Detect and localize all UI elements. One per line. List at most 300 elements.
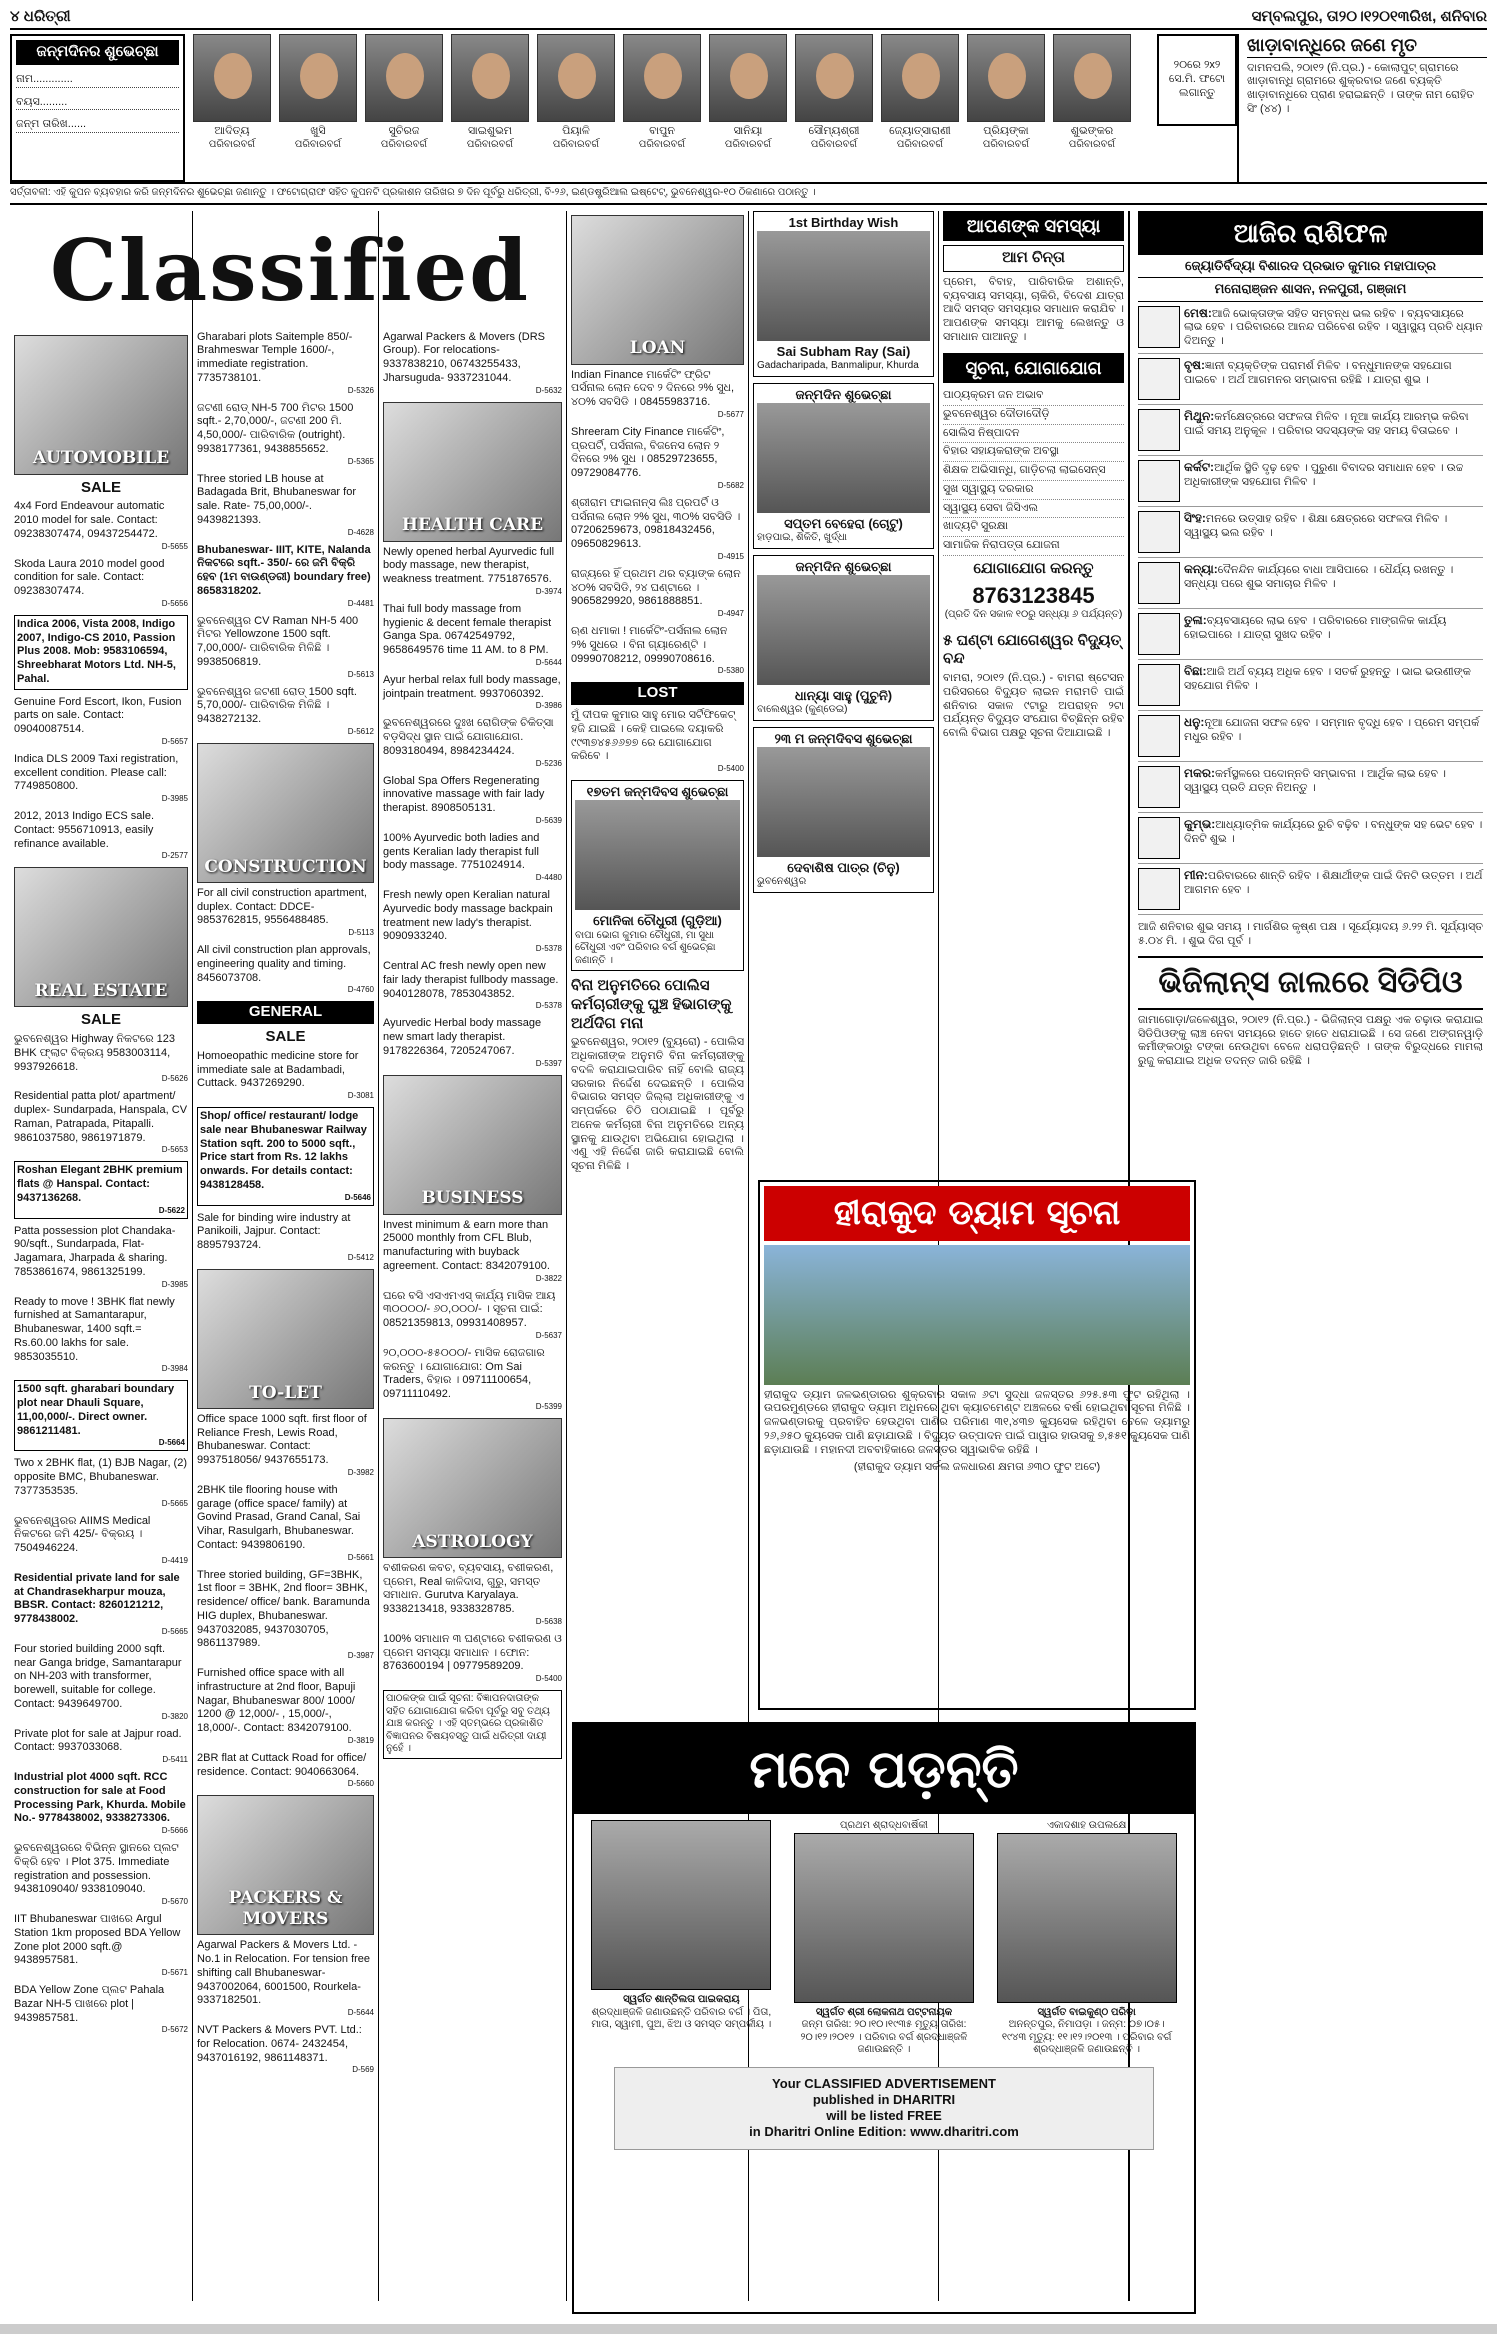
card-badge: 1st Birthday Wish	[788, 214, 899, 230]
sign-name: ମିଥୁନ:	[1184, 408, 1215, 423]
classified-ad	[197, 1212, 374, 1263]
kid-photo	[1053, 34, 1131, 122]
ad-code: D-3822	[535, 1273, 562, 1283]
classified-ad	[14, 1842, 188, 1907]
kid-photo	[967, 34, 1045, 122]
automobile-sale-heading: SALE	[80, 478, 121, 496]
photo-placeholder: ୨୦ରେ ୨x୨ ସେ.ମି. ଫଟୋ ଲଗାନ୍ତୁ	[1157, 34, 1237, 126]
ad-code: D-3820	[161, 1711, 188, 1721]
kid-photo	[537, 34, 615, 122]
problem-panel-text: ପ୍ରେମ, ବିବାହ, ପାରିବାରିକ ଅଶାନ୍ତି, ବ୍ୟବସାୟ ସମସ୍ୟା, ଚାକିରି, ବିଦେଶ ଯାତ୍ରା ଆଦି ସମସ୍ତ ସମସ୍ୟାର ସମାଧାନ କରାଯିବ । ଆପଣଙ୍କ ସମସ୍ୟା ଆମକୁ ଲେଖନ୍ତୁ ଓ ସମାଧାନ ପାଆନ୍ତୁ ।	[943, 275, 1124, 343]
zodiac-icon	[1138, 715, 1180, 757]
sign-name: ବୃଷ:	[1184, 357, 1206, 372]
running-head	[10, 6, 1487, 30]
ad-code: D-4419	[161, 1555, 188, 1565]
birthday-card-saptam	[753, 383, 934, 549]
ad-code: D-5646	[344, 1192, 371, 1202]
info-list-item: ଖାଦ୍ୟଟି ସୁରକ୍ଷା	[943, 518, 1124, 537]
classified-ad	[571, 625, 744, 676]
ad-code: D-5632	[535, 385, 562, 395]
ad-code: D-2577	[161, 851, 188, 861]
classified-ad	[197, 1107, 374, 1206]
ad-text: ଭୁବନେଶ୍ୱର Highway ନିକଟରେ 123 BHK ଫ୍ଲାଟ ବିକ୍ରୟ 9583003114, 9937926618.	[14, 1033, 175, 1073]
sign-name: କୁମ୍ଭ:	[1184, 816, 1216, 831]
promo-line-2: published in DHARITRI	[812, 2091, 956, 2107]
sign-name: ମୀନ:	[1184, 867, 1208, 882]
classified-ad	[197, 615, 374, 680]
ad-text: Residential patta plot/ apartment/ duplex- Sundarpada, Hanspala, CV Raman, Patrapada, Pitapalli. 9861037580, 9861971879.	[14, 1090, 188, 1144]
obituary-banner: ମନେ ପଡ଼ନ୍ତି	[574, 1724, 1194, 1814]
power-news-text: ବାମରା, ୨୦ା୧୨ (ନି.ପ୍ର.) - ବାମରା ଷ୍ଟେସନ ପରିସରରେ ବିଦ୍ୟୁତ ଲାଇନ ମରାମତି ପାଇଁ ଶନିବାର ସକାଳ ୯ଟାରୁ ଅପରାହ୍ନ ୨ଟା ପର୍ଯ୍ୟନ୍ତ ବିଦ୍ୟୁତ ସଂଯୋଗ ବିଚ୍ଛିନ୍ନ ରହିବ ବୋଲି ବିଭାଗ ପକ୍ଷରୁ ସୂଚନା ଦିଆଯାଇଛି ।	[943, 672, 1124, 739]
birthday-kid	[1051, 34, 1133, 182]
ad-code: D-5412	[347, 1252, 374, 1262]
sign-text: ବ୍ୟବସାୟରେ ଲାଭ ହେବ । ପରିବାରରେ ମାଙ୍ଗଳିକ କାର୍ଯ୍ୟ ହୋଇପାରେ । ଯାତ୍ରା ସୁଖଦ ରହିବ ।	[1184, 614, 1447, 641]
horoscope-sign	[1138, 864, 1483, 915]
dam-photo	[764, 1245, 1190, 1385]
ad-code: D-5378	[535, 944, 562, 953]
ad-text: Indica DLS 2009 Taxi registration, excellent condition. Please call: 7749850800.	[14, 752, 179, 793]
ad-code: D-5637	[535, 1330, 562, 1340]
classified-ad	[383, 960, 562, 1011]
to-let-ads	[197, 1413, 374, 1790]
classified-ad	[14, 1572, 188, 1637]
sign-body	[1184, 664, 1483, 706]
ad-text: For all civil construction apartment, duplex. Contact: DDCE- 9853762815, 9556488485.	[197, 886, 367, 927]
horoscope-sign	[1138, 558, 1483, 609]
zodiac-icon	[1138, 664, 1180, 706]
ad-text: Two x 2BHK flat, (1) BJB Nagar, (2) opposite BMC, Bhubaneswar. 7377353535.	[14, 1457, 188, 1497]
horoscope-sign	[1138, 456, 1483, 507]
sign-name: କନ୍ୟା:	[1184, 561, 1218, 576]
ad-text: 4x4 Ford Endeavour automatic 2010 model for sale. Contact: 09238307474, 09437254472.	[14, 500, 165, 540]
horoscope-sign	[1138, 813, 1483, 864]
ad-code: D-3081	[347, 1091, 374, 1100]
classified-ad	[383, 331, 562, 396]
ad-text: Office space 1000 sqft. first floor of Reliance Fresh, Lewis Road, Bhubaneswar. Contact: 9937518056/ 9437655173.	[197, 1412, 367, 1466]
person-photo	[591, 1820, 771, 1990]
kid-name: ସୌମ୍ୟଶ୍ରୀ	[808, 125, 860, 137]
ad-text: Three storied LB house at Badagada Brit, Bhubaneswar for sale. Rate- 75,00,000/-. 9439821393.	[197, 472, 356, 526]
column-1	[10, 211, 192, 2301]
ad-text: ଭୁବନେଶ୍ୱରର AIIMS Medical ନିକଟରେ ଜମି 425/- ବିକ୍ରୟ । 7504946224.	[14, 1514, 151, 1554]
birthday-kid	[707, 34, 789, 182]
sign-name: ଧନୁ:	[1184, 714, 1205, 729]
lost-ads	[571, 709, 744, 774]
ad-text: Newly opened herbal Ayurvedic full body massage, new therapist, weakness treatment. 7751876576.	[383, 545, 555, 585]
ad-text: Ayur herbal relax full body massage, jointpain treatment. 9937060392.	[383, 673, 561, 700]
ad-code: D-4947	[717, 609, 744, 618]
classified-ad	[383, 1219, 562, 1284]
ad-text: ଭୁବନେଶ୍ୱରରେ ଦୁଃଖ ରୋଗିଙ୍କ ଚିକିତ୍ସା ବଡ଼ସିଦ୍ଧ ସ୍ଥାନ ପାଇଁ ଯୋଗାଯୋଗ. 8093180494, 8984234424.	[383, 717, 554, 757]
ad-code: D-3982	[347, 1467, 374, 1477]
classified-ad	[197, 1752, 374, 1790]
info-list-item: ଶିକ୍ଷକ ଅଭିସାନ୍ଧି, ଗାଡ଼ିଚଲା ଲାଇସେନ୍ସ	[943, 462, 1124, 481]
promo-line-1: Your CLASSIFIED ADVERTISEMENT	[772, 2075, 996, 2091]
card-photo	[757, 403, 930, 513]
ad-text: Residential private land for sale at Chandrasekharpur mouza, BBSR. Contact: 8260121212, 9778438002.	[14, 1571, 180, 1625]
sign-text: ଆଜି ଅର୍ଥ ବ୍ୟୟ ଅଧିକ ହେବ । ସତର୍କ ରୁହନ୍ତୁ । ଭାଇ ଭଉଣୀଙ୍କ ସହଯୋଗ ମିଳିବ ।	[1184, 665, 1471, 692]
sign-body	[1184, 562, 1483, 604]
kid-name: ସାନିୟା	[733, 125, 763, 137]
ad-code: D-5399	[535, 1401, 562, 1411]
horoscope-sign	[1138, 405, 1483, 456]
ad-code: D-5365	[347, 456, 374, 466]
person-text: ଶ୍ରଦ୍ଧାଞ୍ଜଳି ଜଣାଉଛନ୍ତି ପରିବାର ବର୍ଗ । ପିତା, ମାତା, ସ୍ୱାମୀ, ପୁଅ, ଝିଅ ଓ ସମସ୍ତ ସମ୍ପର୍କୀୟ ।	[591, 2006, 772, 2030]
promo-line-4[interactable]: in Dharitri Online Edition: www.dharitri.com	[749, 2124, 1019, 2140]
kid-name: ପିୟାଳି	[562, 125, 590, 137]
card-title: ଜନ୍ମଦିନ ଶୁଭେଚ୍ଛା	[795, 558, 892, 574]
ad-code: D-4915	[717, 551, 744, 561]
ad-code: D-5380	[717, 666, 744, 676]
ad-code: D-3986	[535, 701, 562, 711]
kid-family: ପରିବାରବର୍ଗ	[1068, 138, 1116, 150]
zodiac-icon	[1138, 562, 1180, 604]
page-bottom-bar	[0, 2324, 1497, 2334]
ad-text: ବଶୀକରଣ କବଚ, ବ୍ୟବସାୟ, ବଶୀକରଣ, ପ୍ରେମ, Real କାଳିଦାସ, ଗୁରୁ, ସମସ୍ତ ସମାଧାନ. Gurutva Karyalaya. 9338213418, 9338328785.	[383, 1561, 554, 1615]
horoscope-sign	[1138, 762, 1483, 813]
power-news-headline: ୫ ଘଣ୍ଟା ଯୋଗେଶ୍ୱର ବିଦ୍ୟୁତ୍ ବନ୍ଦ	[943, 631, 1122, 668]
classified-ad	[14, 1090, 188, 1155]
kid-photo	[795, 34, 873, 122]
ad-text: BDA Yellow Zone ପ୍ଲଟ Pahala Bazar NH-5 ପାଖରେ plot | 9439857581.	[14, 1984, 165, 2024]
ad-text: IIT Bhubaneswar ପାଖରେ Argul Station 1km proposed BDA Yellow Zone plot 2000 sqft.@ 9438957581.	[14, 1913, 181, 1967]
zodiac-icon	[1138, 306, 1180, 348]
sign-text: ଦୈନନ୍ଦିନ କାର୍ଯ୍ୟରେ ବାଧା ଆସିପାରେ । ଧୈର୍ଯ୍ୟ ରଖନ୍ତୁ । ସନ୍ଧ୍ୟା ପରେ ଶୁଭ ସମାଚାର ମିଳିବ ।	[1184, 563, 1454, 590]
ad-text: Genuine Ford Escort, Ikon, Fusion parts on sale. Contact: 09040087514.	[14, 695, 182, 735]
vigilance-text: ଜାମାଗୋଡ଼ା/ଜଳେଶ୍ୱର, ୨୦ା୧୨ (ନି.ପ୍ର.) - ଭିଜିଲାନ୍ସ ପକ୍ଷରୁ ଏକ ଚଢ଼ାଉ କରାଯାଇ ସିଡିପିଓଙ୍କୁ ଲାଞ୍ଚ ନେବା ସମୟରେ ହାତେ ହାତେ ଧରାଯାଇଛି । ସେ ଜଣେ ଅଙ୍ଗନୱାଡ଼ି କର୍ମୀଙ୍କଠାରୁ ଟଙ୍କା ନେଉଥିବା ବେଳେ ଧରାପଡ଼ିଛନ୍ତି । ତାଙ୍କ ବିରୁଦ୍ଧରେ ମାମଲା ରୁଜୁ କରାଯାଇ ଅଧିକ ତଦନ୍ତ ଜାରି ରହିଛି ।	[1138, 1013, 1483, 1067]
ad-text: 2BR flat at Cuttack Road for office/ residence. Contact: 9040663064.	[197, 1751, 367, 1778]
info-list-item: ସୁଖ ସ୍ୱାସ୍ଥ୍ୟ ଦରକାର	[943, 481, 1124, 500]
ad-text: Skoda Laura 2010 model good condition for sale. Contact: 09238307474.	[14, 557, 165, 597]
classified-ad	[14, 1515, 188, 1566]
general-sale-heading: SALE	[265, 1028, 306, 1045]
real-estate-sale-heading: SALE	[80, 1011, 121, 1029]
ad-text: Shop/ office/ restaurant/ lodge sale near Bhubaneswar Railway Station sqft. 200 to 5000 sqft., Price start from Rs. 12 lakhs onwards. For details contact: 9438128458.	[200, 1110, 367, 1191]
person-text: ଅନନ୍ତପୁର, ନିମାପଡ଼ା । ଜନ୍ମ: ୦୭।୦୫।୧୯୪୩ ମୃତ୍ୟୁ: ୧୧।୧୨।୨୦୧୩ । ପରିବାର ବର୍ଗ ଶ୍ରଦ୍ଧାଞ୍ଜଳି ଜଣାଉଛନ୍ତି ।	[1001, 2019, 1172, 2055]
ad-code: D-5113	[348, 928, 374, 937]
sign-body	[1184, 460, 1483, 502]
sign-body	[1184, 715, 1483, 757]
classified-ad	[383, 1017, 562, 1068]
kid-photo	[279, 34, 357, 122]
kid-photo	[623, 34, 701, 122]
kid-family: ପରିବାରବର୍ଗ	[208, 138, 256, 150]
general-ads	[197, 1050, 374, 1263]
birthday-kid	[965, 34, 1047, 182]
contact-label: ଯୋଗାଯୋଗ କରନ୍ତୁ	[973, 559, 1094, 577]
automobile-image: AUTOMOBILE	[14, 335, 188, 475]
ad-text: ମୁଁ ଦୀପକ କୁମାର ସାହୁ ମୋର ସର୍ଟିଫିକେଟ୍ ହଜି ଯାଇଛି । କେହି ପାଇଲେ ଦୟାକରି ୯୯୩୭୪୫୬୬୭୭ ରେ ଯୋଗାଯୋଗ କରିବେ ।	[571, 709, 736, 763]
classified-ad	[14, 558, 188, 609]
ad-text: Homoeopathic medicine store for immediate sale at Badambadi, Cuttack. 9437269290.	[197, 1049, 359, 1090]
horoscope-sign	[1138, 609, 1483, 660]
police-news-headline: ବିନା ଅନୁମତିରେ ପୋଲିସ କର୍ମଚାରୀଙ୍କୁ ଘୁଞ୍ଚ ହିଭାଗଙ୍କୁ ଅର୍ଥଦିଗ ମନା	[571, 977, 732, 1032]
birthday-kid	[535, 34, 617, 182]
classified-ad	[14, 753, 188, 804]
classified-ad	[14, 1771, 188, 1836]
ad-text: Furnished office space with all infrastructure at 2nd floor, Bapuji Nagar, Bhubaneswar 800/ 1000/ 1200 @ 12,000/- , 15,000/-, 18,000/-. Contact: 8342079100.	[197, 1667, 356, 1734]
horoscope-author: ଜ୍ୟୋତିର୍ବିଦ୍ୟା ବିଶାରଦ ପ୍ରଭାତ କୁମାର ମହାପାତ୍ର	[1138, 255, 1483, 278]
business-ads	[383, 1219, 562, 1412]
ad-text: Gharabari plots Saitemple 850/- Brahmeswar Temple 1600/-, immediate registration. 7735738101.	[197, 330, 353, 384]
card-title: ଜନ୍ମଦିନ ଶୁଭେଚ୍ଛା	[795, 386, 892, 402]
birthday-kid	[621, 34, 703, 182]
classified-ad	[14, 696, 188, 747]
card-title: ୧୭ତମ ଜନ୍ମଦିବସ ଶୁଭେଚ୍ଛା	[586, 784, 729, 799]
sign-name: କର୍କଟ:	[1184, 459, 1215, 474]
top-news-text: ଦାମନପଲି, ୨୦ା୧୨ (ନି.ପ୍ର.) - କୋଲାପୁଟ୍ ଗ୍ରାମରେ ଖାଡ଼ାବାନ୍ଧି ଗ୍ରାମରେ ଶୁକ୍ରବାର ଜଣେ ବ୍ୟକ୍ତି ଖାଡ଼ାବାନ୍ଧିରେ ପ୍ରାଣ ହରାଇଛନ୍ତି । ତାଙ୍କ ନାମ ରୋହିତ ସିଂ (୪୪) ।	[1247, 61, 1475, 115]
birthday-kid	[793, 34, 875, 182]
classified-ad	[383, 674, 562, 712]
ad-text: Ready to move ! 3BHK flat newly furnished at Samantarapur, Bhubaneswar, 1400 sqft.= Rs.60.00 lakhs for sale. 9853035510.	[14, 1295, 175, 1363]
sign-text: କର୍ମସ୍ଥଳରେ ପଦୋନ୍ନତି ସମ୍ଭାବନା । ଆର୍ଥିକ ଲାଭ ହେବ । ସ୍ୱାସ୍ଥ୍ୟ ପ୍ରତି ଯତ୍ନ ନିଅନ୍ତୁ ।	[1184, 767, 1446, 794]
packers-movers-ads	[197, 1939, 374, 2075]
zodiac-icon	[1138, 868, 1180, 910]
kid-family: ପରିବାରବର୍ଗ	[294, 138, 342, 150]
classified-ad	[14, 1296, 188, 1375]
birthday-card-sai	[753, 211, 934, 377]
person-photo	[997, 1833, 1177, 2003]
almanac-text: ଆଜି ଶନିବାର ଶୁଭ ସମୟ । ମାର୍ଗଶିର କୃଷ୍ଣ ପକ୍ଷ । ସୂର୍ଯ୍ୟୋଦୟ ୬.୨୨ ମି. ସୂର୍ଯ୍ୟାସ୍ତ ୫.୦୪ ମି. । ଶୁଭ ଦିଗ ପୂର୍ବ ।	[1138, 920, 1483, 947]
birthday-card-monika	[571, 780, 744, 971]
ad-code: D-5665	[161, 1626, 188, 1636]
ad-code: D-5682	[717, 480, 744, 490]
zodiac-icon	[1138, 817, 1180, 859]
sign-name: ମକର:	[1184, 765, 1215, 780]
obituary-person	[794, 1820, 974, 2057]
classified-ad	[14, 1225, 188, 1290]
business-image: BUSINESS	[383, 1075, 562, 1215]
sign-text: ନୂଆ ଯୋଜନା ସଫଳ ହେବ । ସମ୍ମାନ ବୃଦ୍ଧି ହେବ । ପ୍ରେମ ସମ୍ପର୍କ ମଧୁର ରହିବ ।	[1184, 716, 1480, 743]
ad-text: Sale for binding wire industry at Panikoili, Jajpur. Contact: 8895793724.	[197, 1211, 351, 1251]
loan-ads	[571, 369, 744, 677]
ad-code: D-5657	[161, 736, 188, 746]
birthday-coupon[interactable]	[10, 34, 185, 182]
card-photo	[757, 575, 930, 685]
kid-name: ଖୁସି	[310, 125, 326, 137]
birthday-kid	[449, 34, 531, 182]
info-list-item: ଭୁବନେଶ୍ୱର ଦୌଡାଦୌଡ଼ି	[943, 406, 1124, 425]
ad-text: Thai full body massage from hygienic & decent female therapist Ganga Spa. 06742549792, 9658649576 time 11 AM. to 8 PM.	[383, 602, 552, 656]
classified-ad	[197, 1413, 374, 1478]
sign-name: ତୁଳା:	[1184, 612, 1207, 627]
ad-text: ରାଜ୍ୟରେ ହିଁ ପ୍ରଥମ ଥର ବ୍ୟାଙ୍କ ଲୋନ ୪୦% ସବସିଡି, ୨୪ ଘଣ୍ଟାରେ । 9065829920, 9861888851.	[571, 567, 741, 608]
card-place: ବାଲେଶ୍ୱର (କୁଣ୍ଡେଇ)	[757, 704, 848, 715]
classified-ad	[197, 1484, 374, 1563]
ad-code: D-5613	[347, 669, 374, 679]
ad-code: D-5400	[717, 764, 744, 773]
ad-code: D-5638	[535, 1616, 562, 1626]
classified-ad	[14, 1161, 188, 1218]
kid-family: ପରିବାରବର୍ଗ	[466, 138, 514, 150]
sign-name: ମେଷ:	[1184, 305, 1212, 320]
ad-text: Bhubaneswar- IIIT, KITE, Nalanda ନିକଟରେ sqft.- 350/- ରେ ଜମି ବିକ୍ରି ହେବ (1ମ ବାଉଣ୍ଡରୀ) boundary free) 8658318202.	[197, 543, 371, 597]
classified-ad	[14, 1913, 188, 1978]
to-let-image: TO-LET	[197, 1269, 374, 1409]
person-label: ଏକାଦଶାହ ଉପଲକ୍ଷେ	[1046, 1820, 1127, 1831]
card-text: ବାପା ଭୋଗ କୁମାର ଚୌଧୁରୀ, ମା ସୁଧା ଚୌଧୁରୀ ଏବଂ ପରିବାର ବର୍ଗ ଶୁଭେଚ୍ଛା ଜଣାନ୍ତି ।	[575, 929, 716, 966]
ad-text: Private plot for sale at Jajpur road. Contact: 9937033068.	[14, 1727, 182, 1754]
card-photo	[757, 747, 930, 857]
ad-text: Indica 2006, Vista 2008, Indigo 2007, Indigo-CS 2010, Passion Plus 2008. Mob: 9583106594, Shreebharat Motors Ltd. NH-5, Pahal.	[17, 617, 176, 685]
horoscope-sign	[1138, 302, 1483, 354]
card-photo	[575, 800, 740, 910]
online-promo	[614, 2067, 1154, 2150]
ad-code: D-4760	[347, 985, 374, 995]
ad-code: D-5612	[347, 726, 374, 736]
kid-family: ପରିବାରବର୍ଗ	[724, 138, 772, 150]
packers-movers-image: PACKERS & MOVERS	[197, 1795, 374, 1935]
real-estate-ads	[14, 1033, 188, 2035]
info-list-item: ବିହାର ସହାୟକରାଙ୍କ ଅବସ୍ଥା	[943, 443, 1124, 462]
kid-photo	[881, 34, 959, 122]
ad-text: Four storied building 2000 sqft. near Ganga bridge, Samantarapur on NH-203 with transformer, borewell, suitable for college. Contact: 9439649700.	[14, 1642, 182, 1710]
info-list-item: ସୋଲିସ ନିଷ୍ପାଦନ	[943, 425, 1124, 444]
ad-text: ଘରେ ବସି ଏସଏମଏସ୍ କାର୍ଯ୍ୟ ମାସିକ ଆୟ ୩୦୦୦୦/- ୬୦,୦୦୦/- । ସୂଚନା ପାଇଁ: 08521359813, 09931408957.	[383, 1289, 556, 1329]
horoscope-sign	[1138, 354, 1483, 405]
classified-ad	[197, 2024, 374, 2075]
birthday-kids	[185, 34, 1153, 182]
ad-code: D-3985	[161, 794, 188, 803]
classified-ad	[14, 500, 188, 551]
card-name: ଦେବାଶିଷ ପାତ୍ର (ଚିନୁ)	[787, 859, 900, 875]
birthday-kid	[363, 34, 445, 182]
lost-heading: LOST	[571, 682, 744, 705]
ad-code: D-5236	[535, 758, 562, 768]
construction-image: CONSTRUCTION	[197, 743, 374, 883]
coupon-field-age[interactable]: ବୟସ.........	[16, 96, 179, 111]
birthday-kid	[277, 34, 359, 182]
sign-text: ଆଜି ଭୋକ୍ତାଙ୍କ ସହିତ ସମ୍ବନ୍ଧ ଭଲ ରହିବ । ବ୍ୟବସାୟରେ ଲାଭ ହେବ । ପରିବାରରେ ଆନନ୍ଦ ପରିବେଶ ରହିବ । ସ୍ୱାସ୍ଥ୍ୟ ପ୍ରତି ଧ୍ୟାନ ଦିଅନ୍ତୁ ।	[1184, 307, 1483, 347]
classified-ad	[383, 889, 562, 954]
column-2	[192, 211, 378, 2301]
info-list	[943, 387, 1124, 556]
kid-name: ଶୁଭଙ୍କର	[1070, 125, 1114, 137]
ad-code: D-5626	[161, 1074, 188, 1084]
ad-text: ଜଟଣୀ ରୋଡ୍ NH-5 700 ମିଟର 1500 sqft.- 2,70,000/-, ଜଟଣୀ 200 ମି. 4,50,000/- ପାରିବାରିକ (outright). 9938177361, 9438855652.	[197, 401, 354, 455]
coupon-field-name[interactable]: ନାମ.............	[16, 73, 179, 88]
sign-body	[1184, 868, 1483, 910]
vigilance-headline: ଭିଜିଲାନ୍ସ ଜାଲରେ ସିଡିପିଓ	[1138, 956, 1483, 1010]
birthday-card-dhanya	[753, 555, 934, 721]
ad-text: Roshan Elegant 2BHK premium flats @ Hanspal. Contact: 9437136268.	[17, 1164, 183, 1204]
classified-ad	[383, 1347, 562, 1412]
card-name: ଧାନ୍ୟା ସାହୁ (ପୁଚୁନି)	[794, 687, 893, 703]
classified-ad	[571, 497, 744, 562]
card-name: Sai Subham Ray (Sai)	[776, 343, 911, 359]
classified-ad	[14, 1380, 188, 1451]
ad-code: D-5397	[535, 1058, 562, 1068]
horoscope-title: ଆଜିର ରାଶିଫଳ	[1138, 211, 1483, 256]
classified-ad	[197, 1667, 374, 1746]
astrology-image: ASTROLOGY	[383, 1418, 562, 1558]
kid-name: ଆଦିତ୍ୟ	[214, 125, 250, 137]
ad-code: D-5653	[161, 1145, 188, 1155]
horoscope-sign	[1138, 660, 1483, 711]
classified-ad	[383, 1562, 562, 1627]
classified-masthead: Classified	[50, 221, 530, 320]
info-heading: ସୂଚନା, ଯୋଗାଯୋଗ	[943, 353, 1124, 384]
zodiac-icon	[1138, 409, 1180, 451]
ad-text: 100% Ayurvedic both ladies and gents Keralian lady therapist full body massage. 7751024914.	[383, 831, 540, 872]
person-name: ସ୍ୱର୍ଗତ ଶ୍ରୀ ଲୋକନାଥ ପଟ୍ଟନାୟକ	[815, 2006, 953, 2018]
classified-ad	[197, 402, 374, 467]
reader-notice: ପାଠକଙ୍କ ପାଇଁ ସୂଚନା: ବିଜ୍ଞାପନଦାତାଙ୍କ ସହିତ ଯୋଗାଯୋଗ କରିବା ପୂର୍ବରୁ ସବୁ ତଥ୍ୟ ଯାଞ୍ଚ କରନ୍ତୁ । ଏହି ସ୍ତମ୍ଭରେ ପ୍ରକାଶିତ ବିଜ୍ଞାପନର ବିଷୟବସ୍ତୁ ପାଇଁ ଧରିତ୍ରୀ ଦାୟୀ ନୁହେଁ ।	[383, 1690, 562, 1759]
card-photo	[757, 231, 930, 341]
classified-ad	[383, 1290, 562, 1341]
classified-ad	[383, 603, 562, 668]
classified-ad	[14, 1033, 188, 1084]
ad-code: D-5677	[717, 409, 744, 419]
page-number: ୪ ଧରିତ୍ରୀ	[10, 7, 71, 25]
person-text: ଜନ୍ମ ତାରିଖ: ୨୦।୧୦।୧୯୩୫ ମୃତ୍ୟୁ ତାରିଖ: ୨୦।୧୨।୨୦୧୨ । ପରିବାର ବର୍ଗ ଶ୍ରଦ୍ଧାଞ୍ଜଳି ଜଣାଉଛନ୍ତି ।	[800, 2019, 968, 2055]
real-estate-image: REAL ESTATE	[14, 867, 188, 1007]
classified-ad	[14, 1457, 188, 1508]
dateline: ସମ୍ବଲପୁର, ତା୨୦।୧୨୦୧୩ରିଖ, ଶନିବାର	[1251, 7, 1487, 25]
kid-name: ବାପୁନ	[649, 125, 675, 137]
ad-code: D-5639	[535, 815, 562, 825]
classified-ad	[197, 1569, 374, 1662]
loan-image: LOAN	[571, 215, 744, 365]
person-label: ପ୍ରଥମ ଶ୍ରାଦ୍ଧବାର୍ଷିକୀ	[840, 1820, 928, 1831]
coupon-terms: ସର୍ତ୍ତାବଳୀ: ଏହି କୁପନ ବ୍ୟବହାର କରି ଜନ୍ମଦିନର ଶୁଭେଚ୍ଛା ଜଣାନ୍ତୁ । ଫଟୋଗ୍ରାଫ ସହିତ କୁପନଟି ପ୍ରକାଶନ ତାରିଖର ୭ ଦିନ ପୂର୍ବରୁ ଧରିତ୍ରୀ, ବି-୨୬, ଇଣ୍ଡଷ୍ଟ୍ରିଆଲ ଇଷ୍ଟେଟ୍, ଭୁବନେଶ୍ୱର-୧୦ ଠିକଣାରେ ପଠାନ୍ତୁ ।	[10, 184, 1487, 205]
info-list-item: ସାମାଜିକ ନିରାପତ୍ତା ଯୋଜନା	[943, 537, 1124, 556]
obituary-people	[574, 1814, 1194, 2063]
contact-phone[interactable]: 8763123845	[972, 582, 1095, 608]
health-care-ads	[383, 546, 562, 1069]
ad-code: D-5655	[161, 541, 188, 551]
ad-text: Fresh newly open Keralian natural Ayurvedic body massage backpain treatment new lady's therapist. 9090933240.	[383, 889, 553, 943]
top-news-headline: ଖାଡ଼ାବାନ୍ଧିରେ ଜଣେ ମୃତ	[1247, 34, 1487, 58]
kid-name: ସାଇଶୁଭମ	[468, 125, 512, 137]
card-place: ଭୁବନେଶ୍ୱର	[757, 876, 807, 887]
ad-code: D-5326	[347, 385, 374, 395]
classified-ad	[197, 473, 374, 538]
coupon-field-dob[interactable]: ଜନ୍ମ ତାରିଖ......	[16, 118, 179, 133]
obituary-person	[997, 1820, 1177, 2057]
kid-name: ସୁଚିରଜ	[388, 125, 420, 137]
classified-ad	[14, 615, 188, 690]
card-title: ୨୩ ମ ଜନ୍ମଦିବସ ଶୁଭେଚ୍ଛା	[774, 730, 913, 746]
ad-text: NVT Packers & Movers PVT. Ltd.: for Relocation. 0674- 2432454, 9437016192, 9861148371.	[197, 2024, 362, 2064]
ad-code: D-5378	[535, 1001, 562, 1011]
ad-code: D-3985	[161, 1279, 188, 1289]
sign-body	[1184, 511, 1483, 553]
classified-ad	[571, 568, 744, 619]
sign-name: ସିଂହ:	[1184, 510, 1206, 525]
zodiac-icon	[1138, 460, 1180, 502]
ad-text: 1500 sqft. gharabari boundary plot near Dhauli Square, 11,00,000/-. Direct owner. 9861211481.	[17, 1383, 175, 1437]
sign-text: କର୍ମକ୍ଷେତ୍ରରେ ସଫଳତା ମିଳିବ । ନୂଆ କାର୍ଯ୍ୟ ଆରମ୍ଭ କରିବା ପାଇଁ ସମୟ ଅନୁକୂଳ । ପରିବାର ସଦସ୍ୟଙ୍କ ସହ ସମୟ ବିତାଇବେ ।	[1184, 410, 1469, 437]
classified-ad	[571, 426, 744, 491]
ad-code: D-5644	[535, 657, 562, 667]
obituary-person	[591, 1820, 771, 2057]
kid-family: ପରିବାରବର୍ଗ	[552, 138, 600, 150]
promo-line-3: will be listed FREE	[826, 2108, 942, 2123]
ad-text: Three storied building, GF=3BHK, 1st floor = 3BHK, 2nd floor= 3BHK, residence/ office/ bank. Baramunda HIG duplex, Bhubaneswar. 9437032085, 9437030705, 9861137989.	[197, 1568, 370, 1650]
horoscope-sign	[1138, 507, 1483, 558]
hirakud-banner: ହୀରାକୁଦ ଡ୍ୟାମ ସୂଚନା	[764, 1186, 1190, 1241]
ad-text: Shreeram City Finance ମାର୍କେଟିଂ, ପ୍ରପର୍ଟି, ପର୍ସନାଲ, ବିଜନେସ ଲୋନ ୨ ଦିନରେ ୨% ସୁଧ । 08529723655, 09729084776.	[571, 425, 725, 479]
astrology-ads	[383, 1562, 562, 1684]
ad-code: D-5622	[158, 1205, 185, 1215]
sign-body	[1184, 306, 1483, 349]
sign-text: ଜ୍ଞାନୀ ବ୍ୟକ୍ତିଙ୍କ ପରାମର୍ଶ ମିଳିବ । ବନ୍ଧୁମାନଙ୍କ ସହଯୋଗ ପାଇବେ । ଅର୍ଥ ଆଗମନର ସମ୍ଭାବନା ରହିଛି । ଯାତ୍ରା ଶୁଭ ।	[1184, 359, 1452, 386]
ad-code: D-5400	[535, 1674, 562, 1683]
classified-ad	[197, 544, 374, 609]
ad-code: D-5665	[161, 1498, 188, 1508]
ad-code: D-5664	[158, 1438, 185, 1448]
